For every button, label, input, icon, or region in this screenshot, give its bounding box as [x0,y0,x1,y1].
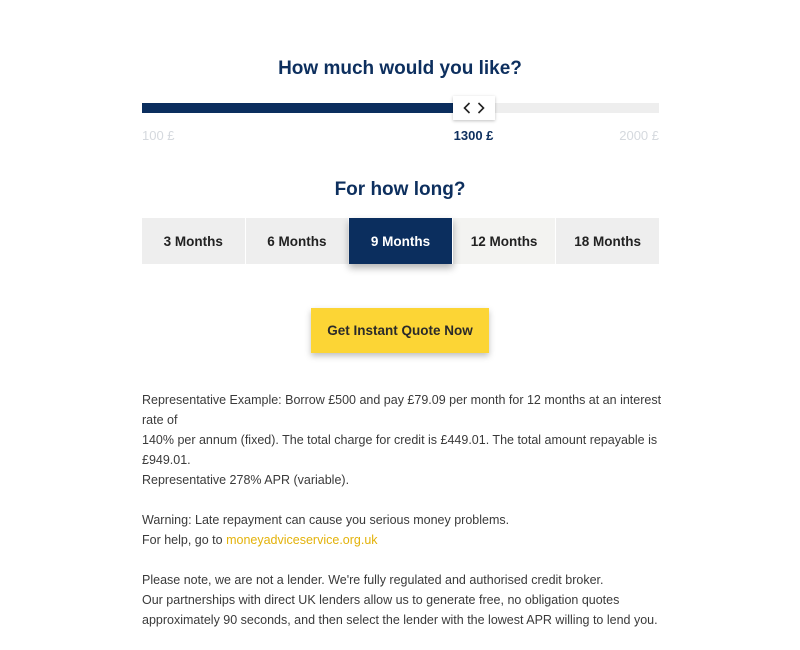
chevron-right-icon [477,102,485,114]
representative-line: 140% per annum (fixed). The total charge for credit is £449.01. The total amount repayable is £949.01. [142,433,658,467]
term-option-12-months[interactable]: 12 Months [453,218,557,264]
note-line: Please note, we are not a lender. We're fully regulated and authorised credit broker. [142,573,604,587]
amount-slider[interactable] [142,96,659,120]
slider-track[interactable] [142,103,659,113]
money-advice-link[interactable]: moneyadviceservice.org.uk [226,533,378,547]
slider-max-label: 2000 £ [619,128,659,143]
chevron-left-icon [463,102,471,114]
term-heading: For how long? [334,179,466,200]
term-option-6-months[interactable]: 6 Months [246,218,350,264]
term-option-9-months[interactable]: 9 Months [349,218,453,264]
term-option-18-months[interactable]: 18 Months [556,218,659,264]
term-option-3-months[interactable]: 3 Months [142,218,246,264]
get-quote-button[interactable]: Get Instant Quote Now [311,308,489,353]
help-prefix: For help, go to [142,533,227,547]
representative-line: Representative 278% APR (variable). [142,473,350,487]
warning-block [142,510,662,550]
representative-line: Representative Example: Borrow £500 and pay £79.09 per month for 12 months at an interest rate of [142,393,662,427]
broker-note [142,570,662,630]
warning-text: Warning: Late repayment can cause you serious money problems. [142,513,510,527]
help-line [142,530,662,550]
slider-min-label: 100 £ [142,128,175,143]
note-line: Our partnerships with direct UK lenders allow us to generate free, no obligation quotes [142,593,620,607]
representative-example [142,390,662,490]
slider-fill [142,103,469,113]
amount-heading: How much would you like? [278,58,522,79]
slider-handle[interactable] [453,96,495,120]
slider-current-value: 1300 £ [453,128,494,143]
note-line: approximately 90 seconds, and then select the lender with the lowest APR willing to lend you. [142,613,658,627]
disclaimer [142,390,662,650]
term-selector [142,218,659,264]
